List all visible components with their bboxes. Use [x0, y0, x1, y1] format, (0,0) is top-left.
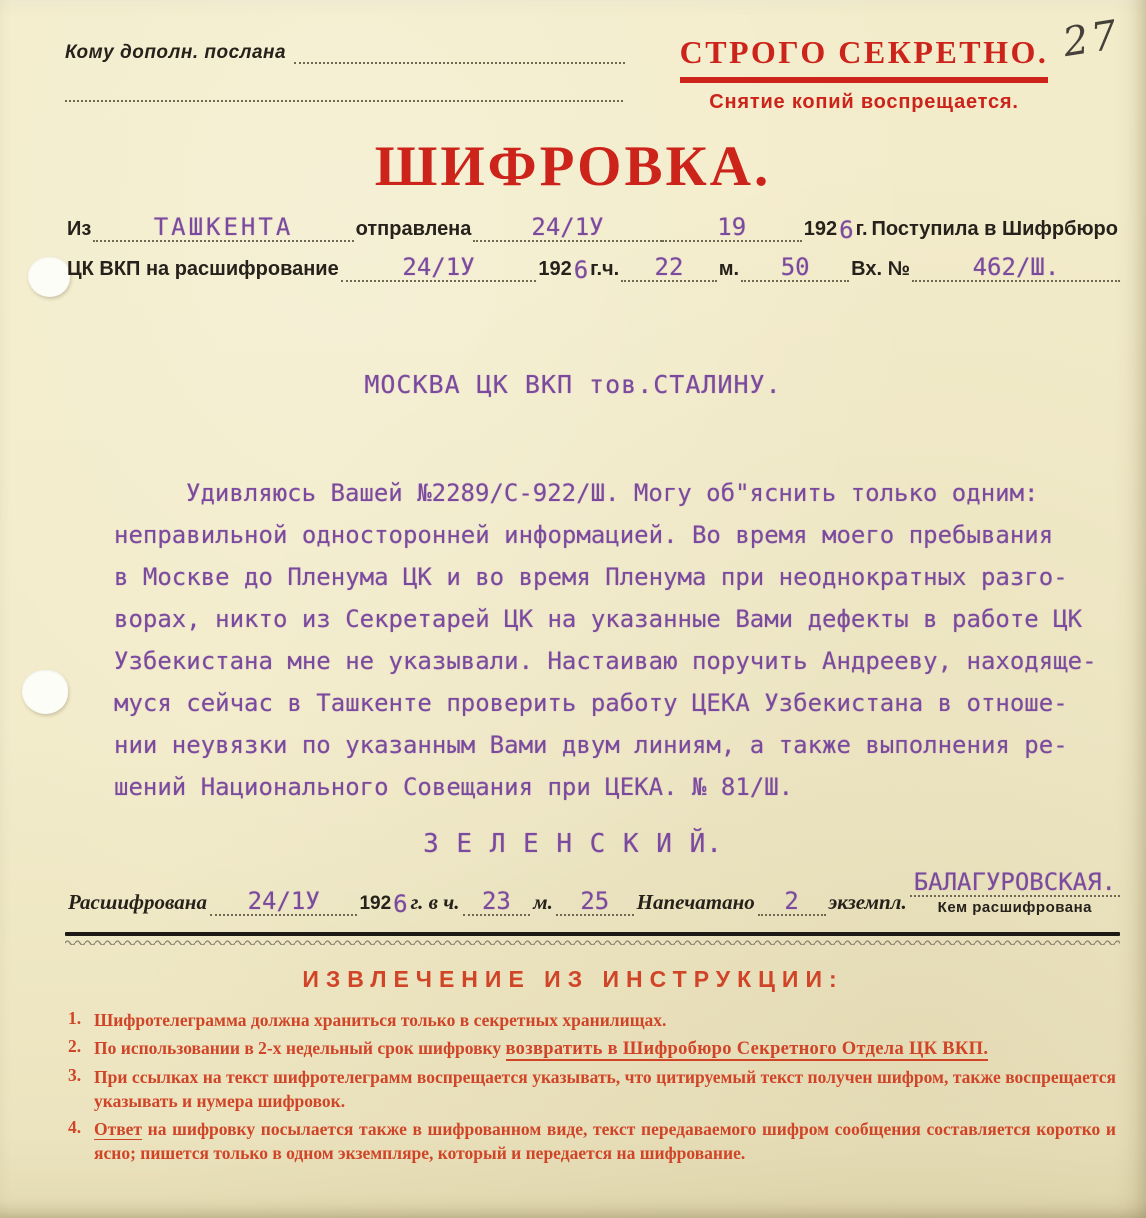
instruction-number: 4.	[68, 1117, 82, 1137]
minutes-field	[741, 255, 849, 282]
message-line: в Москве до Пленума ЦК и во время Пленума при неоднократных разго-	[114, 563, 1068, 591]
decrypted-hours-value: 23	[481, 887, 511, 915]
instruction-number: 2.	[68, 1036, 82, 1056]
decrypted-date-field	[210, 889, 358, 916]
message-line: шений Национального Совещания при ЦЕКА. № 81/Ш.	[114, 773, 794, 801]
instruction-number: 1.	[68, 1008, 82, 1028]
signature-name: З Е Л Е Н С К И Й.	[423, 829, 723, 859]
instruction-text-span: По использовании в 2-х недельный срок шифровку	[94, 1038, 506, 1058]
page-number-handwritten: 27	[1059, 11, 1124, 67]
sent-to-blank-line	[294, 40, 625, 64]
year-printed: 192	[803, 218, 838, 240]
routing-form	[65, 202, 1120, 282]
typist-name-value: БАЛАГУРОВСКАЯ.	[913, 868, 1116, 896]
instruction-text	[94, 1036, 1116, 1061]
hours-field	[621, 255, 717, 282]
sent-hour-field	[662, 215, 802, 242]
message-line: нии неувязки по указанным Вами двум линиям, а также выполнения ре-	[114, 731, 1068, 759]
section-divider	[65, 932, 1120, 945]
instruction-number: 3.	[68, 1065, 82, 1085]
sent-date-value: 24/1У	[531, 213, 604, 241]
decrypt-record-row	[65, 868, 1120, 918]
sent-label: отправлена	[355, 218, 472, 240]
form-row-decrypt-request	[65, 242, 1120, 282]
entry-number-label: Вх. №	[851, 258, 910, 280]
typist-field	[910, 870, 1120, 897]
from-label: Из	[67, 218, 92, 240]
message-line: муся сейчас в Ташкенте проверить работу ЦЕКА Узбекистана в отноше-	[114, 689, 1068, 717]
signature-line-wrap	[0, 831, 1146, 857]
received-label: Поступила в Шифрбюро	[871, 218, 1118, 240]
printed-label: Напечатано	[636, 890, 755, 914]
hours-value: 22	[654, 253, 684, 281]
year-digit-value: 6	[839, 216, 854, 244]
typist-column	[910, 870, 1120, 916]
entry-number-field	[912, 255, 1120, 282]
hours-label: г.ч.	[590, 258, 620, 280]
year-digit-value-2: 6	[573, 256, 589, 284]
sent-to-label: Кому дополн. послана	[65, 42, 287, 63]
divider-bar	[65, 932, 1120, 936]
decrypt-request-label: ЦК ВКП на расшифрование	[67, 258, 339, 280]
top-secret-heading: СТРОГО СЕКРЕТНО.	[679, 34, 1049, 70]
instruction-item-1	[68, 1008, 1116, 1032]
instruction-item-4	[68, 1117, 1116, 1165]
instruction-lead-word: Ответ	[94, 1119, 143, 1139]
decrypt-date-value: 24/1У	[402, 253, 475, 281]
instruction-text-span: на шифровку посылается также в шифрованном виде, текст передаваемого шифром сообщения составляется коротко и ясно; пишется только в одном экземпляре, который и передается на шифрование.	[94, 1119, 1116, 1163]
decrypted-hours-field	[463, 889, 531, 916]
from-value: ТАШКЕНТА	[153, 213, 294, 241]
no-copies-note: Снятие копий воспрещается.	[709, 91, 1019, 113]
sent-date-field	[473, 215, 661, 242]
message-line: Узбекистана мне не указывали. Настаиваю поручить Андрееву, находяще-	[114, 647, 1097, 675]
message-line: Удивляюсь Вашей №2289/С-922/Ш. Могу об"яснить только одним:	[186, 479, 1039, 507]
instruction-text-span: Шифротелеграмма должна храниться только в секретных хранилищах.	[94, 1010, 667, 1030]
message-line: ворах, никто из Секретарей ЦК на указанные Вами дефекты в работе ЦК	[114, 605, 1083, 633]
minutes-label: м.	[718, 258, 740, 280]
instruction-text	[94, 1065, 1116, 1113]
instruction-item-2	[68, 1036, 1116, 1061]
divider-wave	[65, 937, 1120, 945]
document-title: ШИФРОВКА.	[374, 135, 772, 198]
copies-unit-label: экземпл.	[828, 890, 907, 914]
form-row-origin	[65, 202, 1120, 242]
decrypt-date-field	[341, 255, 537, 282]
punch-hole-bottom	[22, 670, 68, 714]
top-secret-underline	[680, 77, 1048, 83]
header-dotted-line	[65, 74, 623, 102]
instruction-text	[94, 1008, 1116, 1032]
instruction-text-span: При ссылках на текст шифротелеграмм воспрещается указывать, что цитируемый текст получен шифром, также воспрещается указывать и нумера шифровок.	[94, 1067, 1116, 1111]
address-line: МОСКВА ЦК ВКП тов.СТАЛИНУ.	[364, 370, 782, 399]
instruction-item-3	[68, 1065, 1116, 1113]
instruction-text	[94, 1117, 1116, 1165]
copies-count-field	[758, 889, 826, 916]
instruction-emphasis: возвратить в Шифробюро Секретного Отдела ЦК ВКП.	[505, 1039, 989, 1059]
decrypted-minutes-field	[556, 889, 634, 916]
typist-caption: Кем расшифрована	[937, 899, 1093, 916]
instructions-list	[68, 1008, 1116, 1169]
copies-count-value: 2	[784, 887, 799, 915]
instructions-title: ИЗВЛЕЧЕНИЕ ИЗ ИНСТРУКЦИИ:	[302, 966, 844, 992]
sent-hour-value: 19	[717, 213, 747, 241]
decrypted-year-digit: 6	[393, 890, 408, 918]
header-right	[678, 34, 1050, 114]
punch-hole-top	[28, 257, 70, 297]
message-body	[114, 472, 1106, 808]
decrypted-label: Расшифрована	[68, 890, 207, 914]
year-printed-2: 192	[538, 258, 572, 280]
decrypted-minutes-label: м.	[533, 890, 553, 914]
decrypted-year-printed: 192	[359, 893, 392, 914]
message-line: неправильной односторонней информацией. Во время моего пребывания	[114, 521, 1054, 549]
decrypted-minutes-value: 25	[580, 887, 610, 915]
address-line-wrap	[0, 372, 1146, 398]
minutes-value: 50	[780, 253, 810, 281]
header-left	[65, 40, 625, 64]
year-suffix: г.	[855, 218, 868, 240]
from-field	[93, 215, 353, 242]
decrypted-time-label: г. в ч.	[410, 890, 460, 914]
entry-number-value: 462/Ш.	[972, 253, 1060, 281]
decrypted-date-value: 24/1У	[247, 887, 320, 915]
